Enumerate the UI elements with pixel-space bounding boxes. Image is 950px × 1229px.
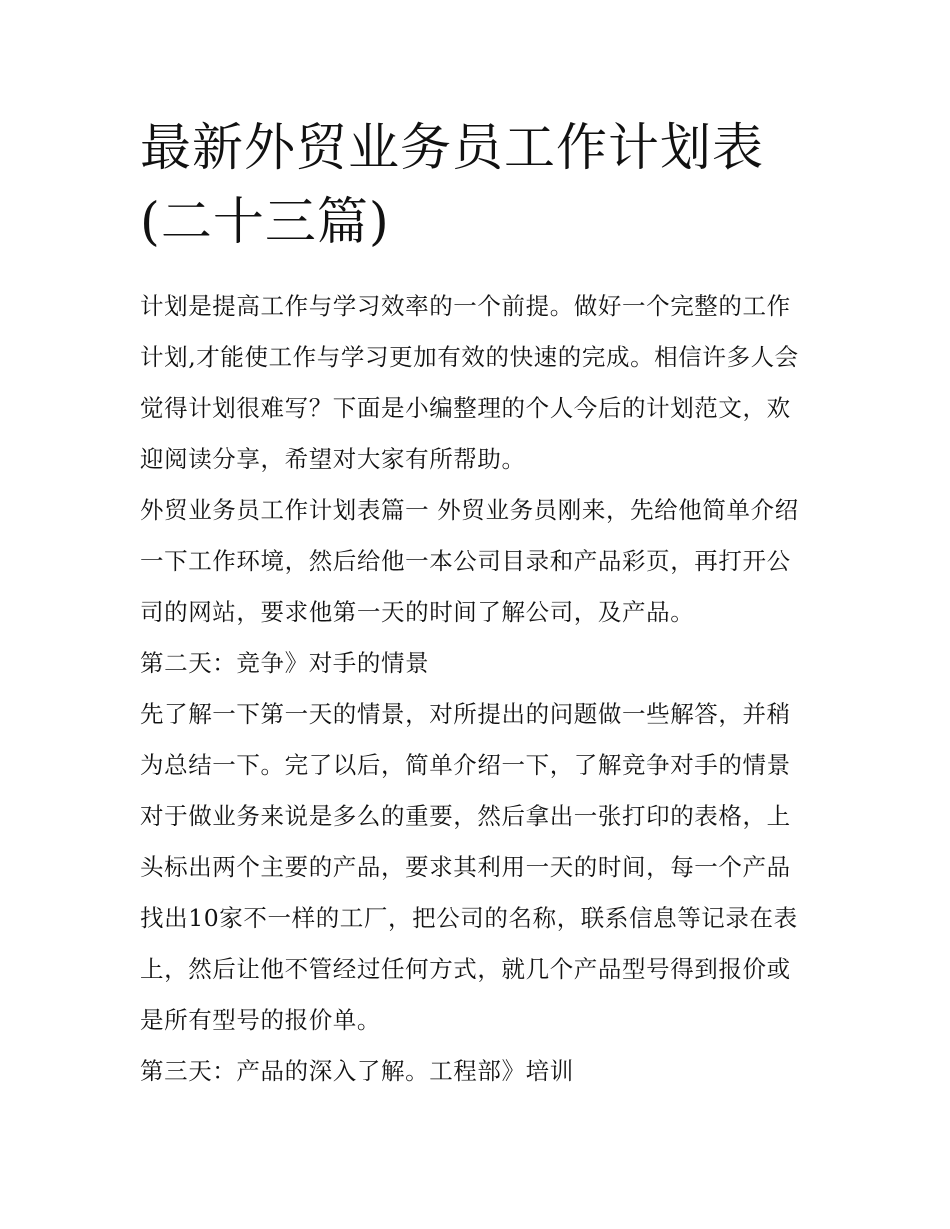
day-three-heading: 第三天：产品的深入了解。工程部》培训 — [140, 1057, 574, 1085]
document-title: 最新外贸业务员工作计划表(二十三篇) — [140, 119, 765, 252]
day-two-paragraph: 先了解一下第一天的情景，对所提出的问题做一些解答，并稍为总结一下。完了以后，简单介绍一下，了解竞争对手的情景对于做业务来说是多么的重要，然后拿出一张打印的表格，上头标出两个主要的产品，要求其利用一天的时间，每一个产品找出10家不一样的工厂，把公司的名称，联系信息等记录在表上，然后让他不管经过任何方式，就几个产品型号得到报价或是所有型号的报价单。 — [140, 700, 798, 1034]
day-two-heading: 第二天：竞争》对手的情景 — [140, 649, 430, 677]
plan-one-paragraph: 外贸业务员工作计划表篇一 外贸业务员刚来，先给他简单介绍一下工作环境，然后给他一本公司目录和产品彩页，再打开公司的网站，要求他第一天的时间了解公司，及产品。 — [140, 496, 799, 626]
document-page — [140, 112, 812, 1097]
intro-paragraph: 计划是提高工作与学习效率的一个前提。做好一个完整的工作计划,才能使工作与学习更加有效的快速的完成。相信许多人会觉得计划很难写？下面是小编整理的个人今后的计划范文，欢迎阅读分享，希望对大家有所帮助。 — [140, 292, 799, 473]
